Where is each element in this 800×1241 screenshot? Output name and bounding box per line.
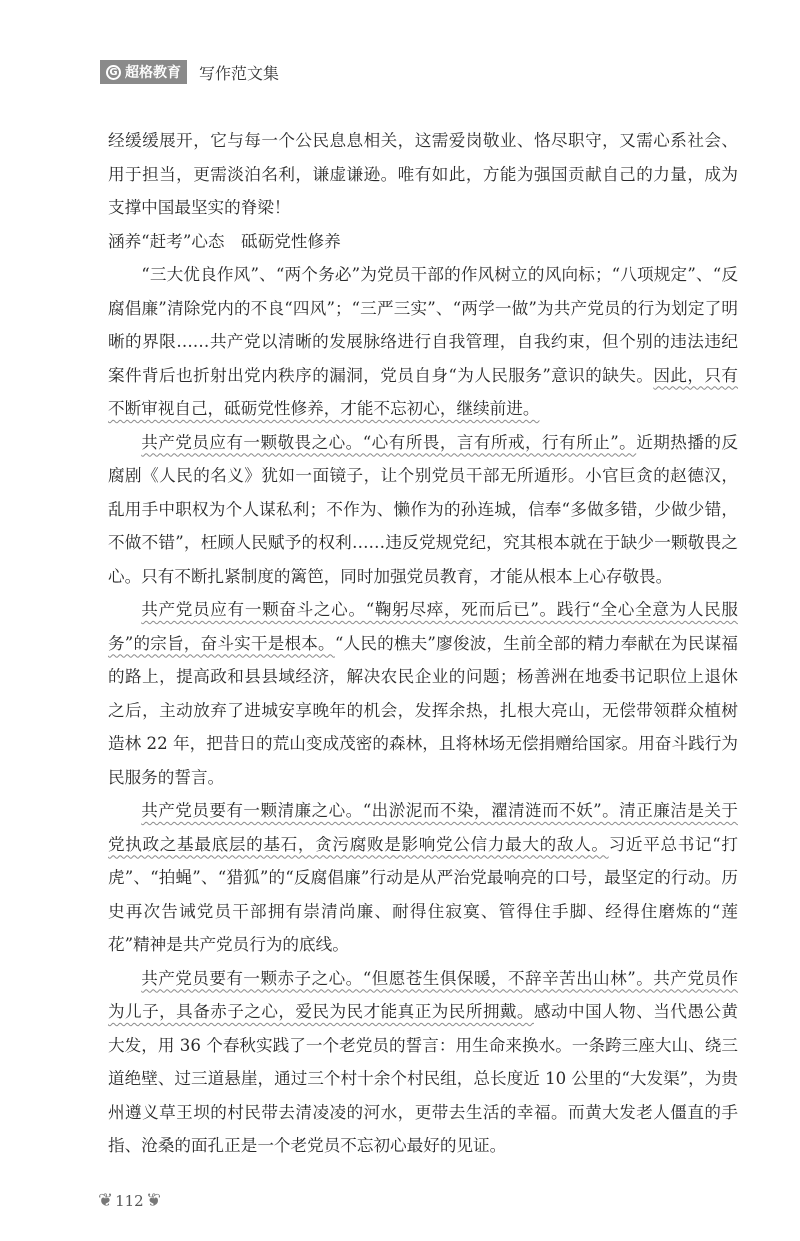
text-segment: 近期热播的反腐剧《人民的名义》犹如一面镜子，让个别党员干部无所遁形。小官巨贪的赵德汉，乱用手中职权为个人谋私利；不作为、懒作为的孙连城，信奉“多做多错，少做少错，不做不错”，枉顾人民赋予的权利……违反党规党纪，究其根本就在于缺少一颗敬畏之心。只有不断扎紧制度的篱笆，同时加强党员教育，才能从根本上心存敬畏。	[108, 432, 739, 586]
text-segment: “人民的樵夫”廖俊波，生前全部的精力奉献在为民谋福的路上，提高政和县县域经济，解决农民企业的问题；杨善洲在地委书记职位上退休之后，主动放弃了进城安享晚年的机会，发挥余热，扎根大亮山，无偿带领群众植树造林 22 年，把昔日的荒山变成茂密的森林，且将林场无偿捐赠给国家。用奋斗践行为民服务的誓言。	[108, 633, 738, 787]
underlined-sentence: 共产党员要有一颗赤子之心。“但愿苍生俱保暖，不辞辛苦出山林”。共产党员作为儿子，具备赤子之心，爱民为民才能真正为民所拥戴。	[108, 968, 738, 1021]
paragraph	[108, 794, 738, 962]
essay-body	[108, 258, 738, 1163]
ornament-icon: ❦	[145, 1189, 161, 1211]
running-header	[100, 60, 279, 84]
text-segment: 感动中国人物、当代愚公黄大发，用 36 个春秋实践了一个老党员的誓言：用生命来换水。一条跨三座大山、绕三道绝壁、过三道悬崖，通过三个村十余个村民组，总长度近 10 公里的“大发渠”，为贵州遵义草王坝的村民带去清凌凌的河水，更带去生活的幸福。而黄大发老人僵直的手指、沧桑的面孔正是一个老党员不忘初心最好的见证。	[108, 1002, 739, 1155]
logo-g-icon: G	[106, 65, 121, 80]
underlined-sentence: 共产党员应有一颗敬畏之心。“心有所畏，言有所戒，行有所止”。	[141, 432, 637, 452]
logo-text: 超格教育	[125, 65, 181, 81]
paragraph	[108, 962, 738, 1163]
paragraph	[108, 426, 738, 594]
text-segment: “三大优良作风”、“两个务必”为党员干部的作风树立的风向标；“八项规定”、“反腐倡廉”清除党内的不良“四风”；“三严三实”、“两学一做”为共产党员的行为划定了明晰的界限……共产党以清晰的发展脉络进行自我管理，自我约束，但个别的违法违纪案件背后也折射出党内秩序的漏洞，党员自身“为人民服务”意识的缺失。	[108, 265, 738, 385]
page-footer	[98, 1191, 738, 1211]
paragraph	[108, 258, 738, 426]
underlined-sentence: 共产党员要有一颗清廉之心。“出淤泥而不染，濯清涟而不妖”。清正廉洁是关于党执政之基最底层的基石，贪污腐败是影响党公信力最大的敌人。	[108, 801, 738, 854]
page-body	[108, 124, 738, 1163]
essay-title: 涵养“赶考”心态 砥砺党性修养	[108, 231, 341, 251]
underlined-sentence: 因此，只有不断审视自己，砥砺党性修养，才能不忘初心，继续前进。	[108, 365, 739, 418]
page-number: 112	[115, 1191, 144, 1210]
underlined-sentence: 共产党员应有一颗奋斗之心。“鞠躬尽瘁，死而后已”。践行“全心全意为人民服务”的宗旨，奋斗实干是根本。	[108, 600, 738, 653]
publisher-logo	[100, 60, 187, 84]
text-segment: 经缓缓展开，它与每一个公民息息相关，这需爱岗敬业、恪尽职守，又需心系社会、用于担当，更需淡泊名利，谦虚谦逊。唯有如此，方能为强国贡献自己的力量，成为支撑中国最坚实的脊梁！	[108, 131, 738, 217]
paragraph	[108, 593, 738, 794]
ornament-icon: ❦	[98, 1189, 114, 1211]
intro-paragraph	[108, 124, 738, 225]
text-segment: 习近平总书记“打虎”、“拍蝇”、“猎狐”的“反腐倡廉”行动是从严治党最响亮的口号，最坚定的行动。历史再次告诫党员干部拥有崇清尚廉、耐得住寂寞、管得住手脚、经得住磨炼的“莲花”精神是共产党员行为的底线。	[108, 834, 739, 954]
book-title: 写作范文集	[199, 63, 280, 83]
